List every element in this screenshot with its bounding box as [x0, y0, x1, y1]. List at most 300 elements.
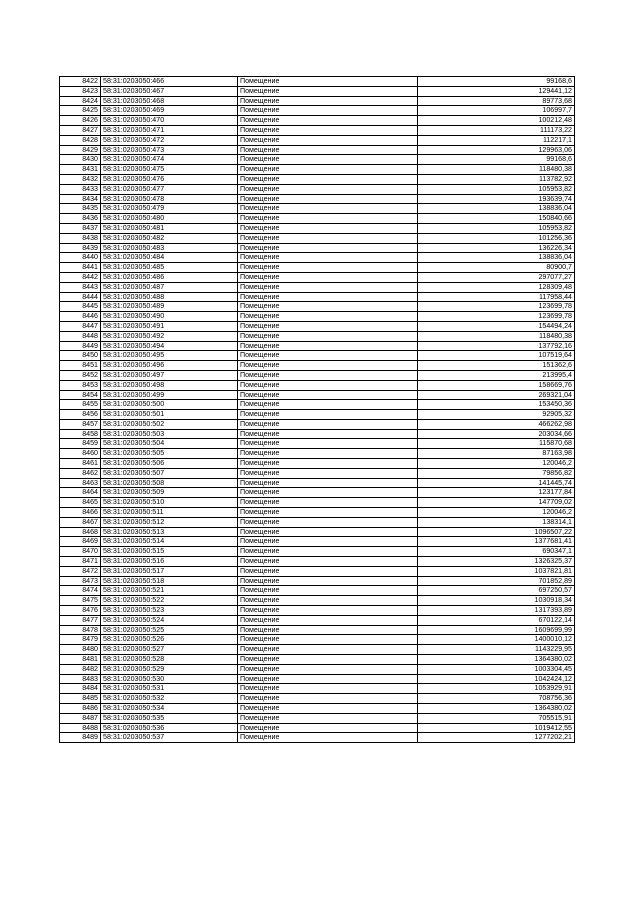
cadastral-number-cell: 58:31:0203050:508 — [101, 478, 238, 488]
cadastral-value-cell: 112217,1 — [418, 135, 575, 145]
cadastral-value-cell: 111173,22 — [418, 125, 575, 135]
cadastral-value-cell: 123699,78 — [418, 312, 575, 322]
cadastral-value-cell: 1037821,81 — [418, 566, 575, 576]
table-row — [60, 684, 575, 694]
cadastral-value-cell: 193639,74 — [418, 194, 575, 204]
row-number-cell: 8425 — [60, 106, 101, 116]
cadastral-number-cell: 58:31:0203050:474 — [101, 155, 238, 165]
row-number-cell: 8452 — [60, 370, 101, 380]
row-number-cell: 8487 — [60, 713, 101, 723]
cadastral-number-cell: 58:31:0203050:516 — [101, 557, 238, 567]
table-row — [60, 321, 575, 331]
cadastral-number-cell: 58:31:0203050:492 — [101, 331, 238, 341]
cadastral-value-cell: 100212,48 — [418, 116, 575, 126]
cadastral-number-cell: 58:31:0203050:521 — [101, 586, 238, 596]
table-row — [60, 184, 575, 194]
cadastral-value-cell: 138836,04 — [418, 253, 575, 263]
cadastral-number-cell: 58:31:0203050:536 — [101, 723, 238, 733]
table-row — [60, 419, 575, 429]
object-type-cell: Помещение — [238, 292, 418, 302]
table-row — [60, 410, 575, 420]
table-row — [60, 449, 575, 459]
cadastral-value-cell: 151362,6 — [418, 361, 575, 371]
object-type-cell: Помещение — [238, 302, 418, 312]
table-row — [60, 135, 575, 145]
table-row — [60, 165, 575, 175]
table-row — [60, 155, 575, 165]
cadastral-number-cell: 58:31:0203050:466 — [101, 77, 238, 87]
table-body — [60, 77, 575, 743]
object-type-cell: Помещение — [238, 429, 418, 439]
row-number-cell: 8485 — [60, 694, 101, 704]
cadastral-number-cell: 58:31:0203050:528 — [101, 655, 238, 665]
object-type-cell: Помещение — [238, 517, 418, 527]
row-number-cell: 8482 — [60, 664, 101, 674]
row-number-cell: 8458 — [60, 429, 101, 439]
object-type-cell: Помещение — [238, 155, 418, 165]
table-row — [60, 635, 575, 645]
cadastral-value-cell: 136226,34 — [418, 243, 575, 253]
cadastral-value-cell: 1003304,45 — [418, 664, 575, 674]
row-number-cell: 8451 — [60, 361, 101, 371]
cadastral-value-cell: 120046,2 — [418, 508, 575, 518]
cadastral-number-cell: 58:31:0203050:537 — [101, 733, 238, 743]
table-row — [60, 400, 575, 410]
object-type-cell: Помещение — [238, 684, 418, 694]
object-type-cell: Помещение — [238, 116, 418, 126]
cadastral-value-cell: 120046,2 — [418, 459, 575, 469]
table-row — [60, 351, 575, 361]
table-row — [60, 566, 575, 576]
row-number-cell: 8475 — [60, 596, 101, 606]
cadastral-value-cell: 690347,1 — [418, 547, 575, 557]
object-type-cell: Помещение — [238, 77, 418, 87]
object-type-cell: Помещение — [238, 606, 418, 616]
object-type-cell: Помещение — [238, 321, 418, 331]
row-number-cell: 8428 — [60, 135, 101, 145]
cadastral-value-cell: 123177,84 — [418, 488, 575, 498]
object-type-cell: Помещение — [238, 635, 418, 645]
row-number-cell: 8474 — [60, 586, 101, 596]
object-type-cell: Помещение — [238, 488, 418, 498]
object-type-cell: Помещение — [238, 341, 418, 351]
object-type-cell: Помещение — [238, 331, 418, 341]
cadastral-value-cell: 115870,68 — [418, 439, 575, 449]
cadastral-value-cell: 138314,1 — [418, 517, 575, 527]
object-type-cell: Помещение — [238, 174, 418, 184]
table-row — [60, 664, 575, 674]
cadastral-number-cell: 58:31:0203050:496 — [101, 361, 238, 371]
table-row — [60, 527, 575, 537]
object-type-cell: Помещение — [238, 723, 418, 733]
row-number-cell: 8486 — [60, 704, 101, 714]
object-type-cell: Помещение — [238, 233, 418, 243]
row-number-cell: 8462 — [60, 468, 101, 478]
cadastral-value-cell: 89773,68 — [418, 96, 575, 106]
cadastral-value-cell: 213995,4 — [418, 370, 575, 380]
cadastral-value-cell: 80900,7 — [418, 263, 575, 273]
row-number-cell: 8432 — [60, 174, 101, 184]
row-number-cell: 8476 — [60, 606, 101, 616]
cadastral-number-cell: 58:31:0203050:501 — [101, 410, 238, 420]
cadastral-value-cell: 113782,92 — [418, 174, 575, 184]
cadastral-value-cell: 708756,36 — [418, 694, 575, 704]
table-row — [60, 645, 575, 655]
object-type-cell: Помещение — [238, 361, 418, 371]
row-number-cell: 8422 — [60, 77, 101, 87]
table-row — [60, 380, 575, 390]
table-row — [60, 233, 575, 243]
table-row — [60, 586, 575, 596]
cadastral-number-cell: 58:31:0203050:469 — [101, 106, 238, 116]
object-type-cell: Помещение — [238, 165, 418, 175]
object-type-cell: Помещение — [238, 223, 418, 233]
row-number-cell: 8467 — [60, 517, 101, 527]
object-type-cell: Помещение — [238, 704, 418, 714]
cadastral-number-cell: 58:31:0203050:535 — [101, 713, 238, 723]
cadastral-value-cell: 1377681,41 — [418, 537, 575, 547]
cadastral-value-cell: 105953,82 — [418, 223, 575, 233]
table-row — [60, 596, 575, 606]
row-number-cell: 8431 — [60, 165, 101, 175]
cadastral-number-cell: 58:31:0203050:534 — [101, 704, 238, 714]
cadastral-number-cell: 58:31:0203050:502 — [101, 419, 238, 429]
cadastral-number-cell: 58:31:0203050:509 — [101, 488, 238, 498]
table-row — [60, 508, 575, 518]
table-row — [60, 625, 575, 635]
row-number-cell: 8439 — [60, 243, 101, 253]
cadastral-number-cell: 58:31:0203050:498 — [101, 380, 238, 390]
table-row — [60, 370, 575, 380]
row-number-cell: 8480 — [60, 645, 101, 655]
table-row — [60, 576, 575, 586]
object-type-cell: Помещение — [238, 419, 418, 429]
object-type-cell: Помещение — [238, 566, 418, 576]
object-type-cell: Помещение — [238, 537, 418, 547]
row-number-cell: 8461 — [60, 459, 101, 469]
cadastral-value-cell: 1317393,89 — [418, 606, 575, 616]
cadastral-number-cell: 58:31:0203050:505 — [101, 449, 238, 459]
table-row — [60, 674, 575, 684]
cadastral-number-cell: 58:31:0203050:529 — [101, 664, 238, 674]
row-number-cell: 8457 — [60, 419, 101, 429]
object-type-cell: Помещение — [238, 596, 418, 606]
object-type-cell: Помещение — [238, 253, 418, 263]
table-row — [60, 713, 575, 723]
row-number-cell: 8434 — [60, 194, 101, 204]
row-number-cell: 8423 — [60, 86, 101, 96]
table-row — [60, 312, 575, 322]
row-number-cell: 8488 — [60, 723, 101, 733]
cadastral-number-cell: 58:31:0203050:482 — [101, 233, 238, 243]
cadastral-value-cell: 1053929,91 — [418, 684, 575, 694]
cadastral-value-cell: 79856,82 — [418, 468, 575, 478]
cadastral-number-cell: 58:31:0203050:507 — [101, 468, 238, 478]
cadastral-value-cell: 106997,7 — [418, 106, 575, 116]
cadastral-value-cell: 123699,78 — [418, 302, 575, 312]
cadastral-value-cell: 138836,04 — [418, 204, 575, 214]
cadastral-value-cell: 158669,76 — [418, 380, 575, 390]
cadastral-value-cell: 147709,02 — [418, 498, 575, 508]
cadastral-value-cell: 1019412,55 — [418, 723, 575, 733]
cadastral-value-cell: 1609699,99 — [418, 625, 575, 635]
cadastral-number-cell: 58:31:0203050:473 — [101, 145, 238, 155]
cadastral-value-cell: 203034,66 — [418, 429, 575, 439]
cadastral-number-cell: 58:31:0203050:504 — [101, 439, 238, 449]
cadastral-number-cell: 58:31:0203050:471 — [101, 125, 238, 135]
cadastral-value-cell: 1042424,12 — [418, 674, 575, 684]
property-table — [59, 76, 575, 743]
object-type-cell: Помещение — [238, 214, 418, 224]
cadastral-number-cell: 58:31:0203050:481 — [101, 223, 238, 233]
object-type-cell: Помещение — [238, 713, 418, 723]
object-type-cell: Помещение — [238, 263, 418, 273]
object-type-cell: Помещение — [238, 184, 418, 194]
cadastral-number-cell: 58:31:0203050:499 — [101, 390, 238, 400]
row-number-cell: 8446 — [60, 312, 101, 322]
object-type-cell: Помещение — [238, 204, 418, 214]
object-type-cell: Помещение — [238, 645, 418, 655]
row-number-cell: 8453 — [60, 380, 101, 390]
cadastral-number-cell: 58:31:0203050:495 — [101, 351, 238, 361]
cadastral-value-cell: 118480,38 — [418, 331, 575, 341]
row-number-cell: 8468 — [60, 527, 101, 537]
cadastral-number-cell: 58:31:0203050:477 — [101, 184, 238, 194]
cadastral-number-cell: 58:31:0203050:525 — [101, 625, 238, 635]
cadastral-number-cell: 58:31:0203050:478 — [101, 194, 238, 204]
table-row — [60, 547, 575, 557]
object-type-cell: Помещение — [238, 194, 418, 204]
cadastral-value-cell: 1364380,02 — [418, 655, 575, 665]
object-type-cell: Помещение — [238, 125, 418, 135]
row-number-cell: 8450 — [60, 351, 101, 361]
cadastral-number-cell: 58:31:0203050:483 — [101, 243, 238, 253]
cadastral-value-cell: 129441,12 — [418, 86, 575, 96]
object-type-cell: Помещение — [238, 498, 418, 508]
row-number-cell: 8460 — [60, 449, 101, 459]
object-type-cell: Помещение — [238, 351, 418, 361]
object-type-cell: Помещение — [238, 625, 418, 635]
row-number-cell: 8449 — [60, 341, 101, 351]
cadastral-number-cell: 58:31:0203050:503 — [101, 429, 238, 439]
cadastral-number-cell: 58:31:0203050:488 — [101, 292, 238, 302]
cadastral-value-cell: 87163,98 — [418, 449, 575, 459]
row-number-cell: 8469 — [60, 537, 101, 547]
row-number-cell: 8472 — [60, 566, 101, 576]
table-row — [60, 263, 575, 273]
cadastral-value-cell: 1364380,02 — [418, 704, 575, 714]
object-type-cell: Помещение — [238, 135, 418, 145]
row-number-cell: 8478 — [60, 625, 101, 635]
object-type-cell: Помещение — [238, 547, 418, 557]
object-type-cell: Помещение — [238, 145, 418, 155]
cadastral-number-cell: 58:31:0203050:486 — [101, 272, 238, 282]
row-number-cell: 8489 — [60, 733, 101, 743]
cadastral-value-cell: 466262,98 — [418, 419, 575, 429]
cadastral-value-cell: 128309,48 — [418, 282, 575, 292]
object-type-cell: Помещение — [238, 282, 418, 292]
cadastral-number-cell: 58:31:0203050:522 — [101, 596, 238, 606]
table-row — [60, 733, 575, 743]
cadastral-number-cell: 58:31:0203050:506 — [101, 459, 238, 469]
object-type-cell: Помещение — [238, 439, 418, 449]
cadastral-value-cell: 701852,89 — [418, 576, 575, 586]
row-number-cell: 8455 — [60, 400, 101, 410]
table-row — [60, 116, 575, 126]
cadastral-number-cell: 58:31:0203050:527 — [101, 645, 238, 655]
cadastral-number-cell: 58:31:0203050:472 — [101, 135, 238, 145]
object-type-cell: Помещение — [238, 400, 418, 410]
cadastral-number-cell: 58:31:0203050:523 — [101, 606, 238, 616]
object-type-cell: Помещение — [238, 694, 418, 704]
cadastral-number-cell: 58:31:0203050:470 — [101, 116, 238, 126]
cadastral-value-cell: 705515,91 — [418, 713, 575, 723]
cadastral-number-cell: 58:31:0203050:494 — [101, 341, 238, 351]
cadastral-value-cell: 137792,16 — [418, 341, 575, 351]
cadastral-number-cell: 58:31:0203050:467 — [101, 86, 238, 96]
table-row — [60, 86, 575, 96]
table-row — [60, 292, 575, 302]
table-row — [60, 488, 575, 498]
cadastral-value-cell: 129963,06 — [418, 145, 575, 155]
cadastral-number-cell: 58:31:0203050:487 — [101, 282, 238, 292]
table-row — [60, 606, 575, 616]
row-number-cell: 8481 — [60, 655, 101, 665]
table-row — [60, 96, 575, 106]
table-row — [60, 194, 575, 204]
row-number-cell: 8447 — [60, 321, 101, 331]
object-type-cell: Помещение — [238, 86, 418, 96]
object-type-cell: Помещение — [238, 390, 418, 400]
row-number-cell: 8463 — [60, 478, 101, 488]
row-number-cell: 8470 — [60, 547, 101, 557]
cadastral-value-cell: 154494,24 — [418, 321, 575, 331]
cadastral-number-cell: 58:31:0203050:510 — [101, 498, 238, 508]
row-number-cell: 8479 — [60, 635, 101, 645]
table-row — [60, 537, 575, 547]
table-row — [60, 429, 575, 439]
table-row — [60, 253, 575, 263]
cadastral-number-cell: 58:31:0203050:531 — [101, 684, 238, 694]
object-type-cell: Помещение — [238, 478, 418, 488]
row-number-cell: 8438 — [60, 233, 101, 243]
row-number-cell: 8459 — [60, 439, 101, 449]
cadastral-value-cell: 118480,38 — [418, 165, 575, 175]
cadastral-value-cell: 670122,14 — [418, 615, 575, 625]
row-number-cell: 8444 — [60, 292, 101, 302]
cadastral-value-cell: 1030918,34 — [418, 596, 575, 606]
cadastral-number-cell: 58:31:0203050:490 — [101, 312, 238, 322]
cadastral-number-cell: 58:31:0203050:515 — [101, 547, 238, 557]
row-number-cell: 8427 — [60, 125, 101, 135]
table-row — [60, 77, 575, 87]
table-row — [60, 243, 575, 253]
cadastral-number-cell: 58:31:0203050:479 — [101, 204, 238, 214]
table-row — [60, 615, 575, 625]
table-row — [60, 557, 575, 567]
row-number-cell: 8424 — [60, 96, 101, 106]
object-type-cell: Помещение — [238, 410, 418, 420]
table-row — [60, 655, 575, 665]
cadastral-number-cell: 58:31:0203050:484 — [101, 253, 238, 263]
cadastral-number-cell: 58:31:0203050:514 — [101, 537, 238, 547]
table-row — [60, 341, 575, 351]
object-type-cell: Помещение — [238, 508, 418, 518]
cadastral-number-cell: 58:31:0203050:511 — [101, 508, 238, 518]
object-type-cell: Помещение — [238, 655, 418, 665]
cadastral-number-cell: 58:31:0203050:497 — [101, 370, 238, 380]
table-row — [60, 723, 575, 733]
cadastral-value-cell: 1326325,37 — [418, 557, 575, 567]
cadastral-value-cell: 99168,6 — [418, 77, 575, 87]
object-type-cell: Помещение — [238, 272, 418, 282]
cadastral-number-cell: 58:31:0203050:532 — [101, 694, 238, 704]
cadastral-value-cell: 107519,64 — [418, 351, 575, 361]
cadastral-value-cell: 141445,74 — [418, 478, 575, 488]
table-row — [60, 704, 575, 714]
cadastral-number-cell: 58:31:0203050:485 — [101, 263, 238, 273]
table-row — [60, 106, 575, 116]
row-number-cell: 8473 — [60, 576, 101, 586]
row-number-cell: 8436 — [60, 214, 101, 224]
object-type-cell: Помещение — [238, 459, 418, 469]
row-number-cell: 8483 — [60, 674, 101, 684]
table-row — [60, 282, 575, 292]
row-number-cell: 8465 — [60, 498, 101, 508]
cadastral-number-cell: 58:31:0203050:475 — [101, 165, 238, 175]
table-row — [60, 439, 575, 449]
object-type-cell: Помещение — [238, 527, 418, 537]
cadastral-number-cell: 58:31:0203050:480 — [101, 214, 238, 224]
cadastral-value-cell: 1096507,22 — [418, 527, 575, 537]
table-row — [60, 331, 575, 341]
cadastral-number-cell: 58:31:0203050:500 — [101, 400, 238, 410]
cadastral-value-cell: 150840,66 — [418, 214, 575, 224]
cadastral-number-cell: 58:31:0203050:526 — [101, 635, 238, 645]
row-number-cell: 8454 — [60, 390, 101, 400]
object-type-cell: Помещение — [238, 106, 418, 116]
row-number-cell: 8456 — [60, 410, 101, 420]
cadastral-value-cell: 99168,6 — [418, 155, 575, 165]
row-number-cell: 8443 — [60, 282, 101, 292]
table-row — [60, 204, 575, 214]
cadastral-number-cell: 58:31:0203050:524 — [101, 615, 238, 625]
cadastral-value-cell: 697250,57 — [418, 586, 575, 596]
row-number-cell: 8484 — [60, 684, 101, 694]
table-row — [60, 145, 575, 155]
object-type-cell: Помещение — [238, 370, 418, 380]
table-row — [60, 517, 575, 527]
cadastral-value-cell: 1400010,12 — [418, 635, 575, 645]
cadastral-number-cell: 58:31:0203050:512 — [101, 517, 238, 527]
object-type-cell: Помещение — [238, 557, 418, 567]
cadastral-value-cell: 117958,44 — [418, 292, 575, 302]
row-number-cell: 8437 — [60, 223, 101, 233]
table-row — [60, 272, 575, 282]
row-number-cell: 8477 — [60, 615, 101, 625]
row-number-cell: 8426 — [60, 116, 101, 126]
row-number-cell: 8429 — [60, 145, 101, 155]
object-type-cell: Помещение — [238, 243, 418, 253]
cadastral-value-cell: 92905,32 — [418, 410, 575, 420]
row-number-cell: 8430 — [60, 155, 101, 165]
table-row — [60, 478, 575, 488]
object-type-cell: Помещение — [238, 312, 418, 322]
cadastral-value-cell: 297077,27 — [418, 272, 575, 282]
cadastral-value-cell: 1277202,21 — [418, 733, 575, 743]
row-number-cell: 8464 — [60, 488, 101, 498]
row-number-cell: 8471 — [60, 557, 101, 567]
